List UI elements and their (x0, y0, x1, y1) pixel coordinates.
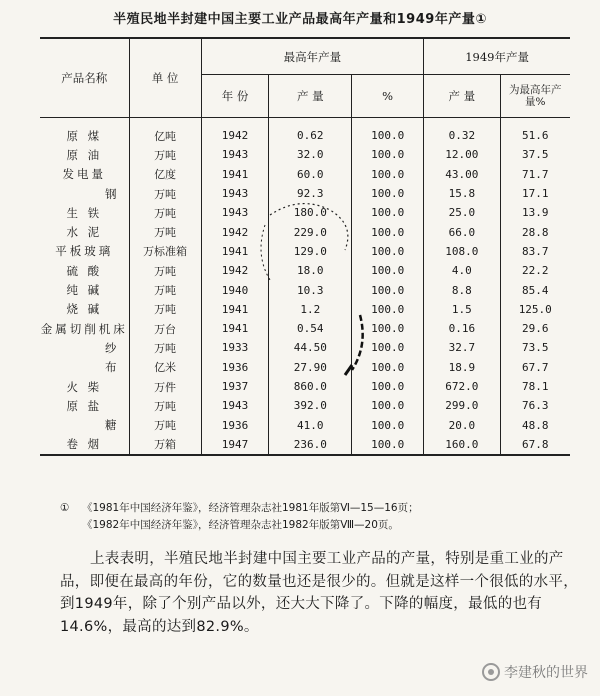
ratio-1949-cell: 83.7 (500, 242, 570, 261)
peak-output-cell: 27.90 (269, 358, 352, 377)
ratio-1949-cell: 73.5 (500, 338, 570, 357)
ratio-1949-cell: 51.6 (500, 118, 570, 146)
peak-year-cell: 1941 (201, 242, 269, 261)
ratio-1949-cell: 76.3 (500, 396, 570, 415)
table-row (40, 222, 570, 241)
wechat-icon (482, 663, 500, 681)
peak-output-cell: 92.3 (269, 184, 352, 203)
product-name-cell: 发电量 (62, 167, 107, 182)
output-1949-cell: 20.0 (424, 415, 500, 434)
peak-year-cell: 1942 (201, 261, 269, 280)
output-1949-cell: 299.0 (424, 396, 500, 415)
footnotes (60, 500, 580, 534)
peak-percent-cell: 100.0 (352, 396, 424, 415)
peak-percent-cell: 100.0 (352, 435, 424, 455)
table-row (40, 203, 570, 222)
ratio-1949-cell: 37.5 (500, 145, 570, 164)
peak-percent-cell: 100.0 (352, 165, 424, 184)
table-row (40, 145, 570, 164)
unit-cell: 万吨 (129, 415, 201, 434)
unit-cell: 万吨 (129, 396, 201, 415)
product-name-cell: 水 泥 (66, 225, 103, 240)
peak-percent-cell: 100.0 (352, 261, 424, 280)
peak-percent-cell: 100.0 (352, 203, 424, 222)
ratio-1949-cell: 13.9 (500, 203, 570, 222)
peak-year-cell: 1933 (201, 338, 269, 357)
table-row (40, 415, 570, 434)
product-name-cell: 纱 (105, 340, 120, 355)
product-name-cell: 原 油 (66, 147, 103, 162)
body-paragraph: 上表表明，半殖民地半封建中国主要工业产品的产量，特别是重工业的产品，即便在最高的年份，它的数量也还是很少的。但就是这样一个很低的水平，到1949年，除了个别产品以外，还大大下降了。下降的幅度，最低的也有14.6%，最高的达到82.9%。 (60, 551, 578, 635)
unit-cell: 万吨 (129, 300, 201, 319)
table-row (40, 261, 570, 280)
product-name-cell: 烧 碱 (66, 302, 103, 317)
peak-percent-cell: 100.0 (352, 415, 424, 434)
ratio-1949-cell: 17.1 (500, 184, 570, 203)
unit-cell: 万标准箱 (129, 242, 201, 261)
peak-percent-cell: 100.0 (352, 118, 424, 146)
output-1949-cell: 160.0 (424, 435, 500, 455)
unit-cell: 万吨 (129, 338, 201, 357)
product-name-cell: 硫 酸 (66, 263, 103, 278)
ratio-1949-cell: 67.7 (500, 358, 570, 377)
peak-percent-cell: 100.0 (352, 280, 424, 299)
peak-year-cell: 1942 (201, 222, 269, 241)
ratio-1949-cell: 67.8 (500, 435, 570, 455)
peak-year-cell: 1936 (201, 358, 269, 377)
watermark-text: 李建秋的世界 (504, 665, 588, 681)
peak-output-cell: 18.0 (269, 261, 352, 280)
peak-output-cell: 180.0 (269, 203, 352, 222)
product-name-cell: 原 煤 (66, 128, 103, 143)
output-1949-cell: 4.0 (424, 261, 500, 280)
peak-year-cell: 1940 (201, 280, 269, 299)
table-row (40, 377, 570, 396)
footnote-line-1: 《1981年中国经济年鉴》，经济管理杂志社1981年版第Ⅵ—15—16页； (82, 502, 419, 514)
peak-year-cell: 1943 (201, 203, 269, 222)
table-row (40, 280, 570, 299)
table-title: 半殖民地半封建中国主要工业产品最高年产量和1949年产量① (113, 12, 487, 27)
output-1949-cell: 43.00 (424, 165, 500, 184)
peak-year-cell: 1941 (201, 165, 269, 184)
product-name-cell: 钢 (105, 186, 120, 201)
header-product: 产品名称 (40, 38, 129, 118)
peak-year-cell: 1943 (201, 396, 269, 415)
product-name-cell: 火 柴 (66, 379, 103, 394)
output-1949-cell: 18.9 (424, 358, 500, 377)
unit-cell: 万台 (129, 319, 201, 338)
peak-year-cell: 1943 (201, 184, 269, 203)
header-1949-group: 1949年产量 (424, 38, 570, 75)
peak-year-cell: 1943 (201, 145, 269, 164)
table-row (40, 338, 570, 357)
output-1949-cell: 8.8 (424, 280, 500, 299)
peak-output-cell: 236.0 (269, 435, 352, 455)
peak-year-cell: 1942 (201, 118, 269, 146)
output-1949-cell: 108.0 (424, 242, 500, 261)
table-row (40, 435, 570, 455)
peak-year-cell: 1947 (201, 435, 269, 455)
product-name-cell: 金属切削机床 (40, 321, 128, 336)
output-1949-cell: 66.0 (424, 222, 500, 241)
ratio-1949-cell: 85.4 (500, 280, 570, 299)
unit-cell: 亿米 (129, 358, 201, 377)
header-output: 产 量 (269, 75, 352, 118)
unit-cell: 亿吨 (129, 118, 201, 146)
peak-year-cell: 1941 (201, 300, 269, 319)
ratio-1949-cell: 78.1 (500, 377, 570, 396)
peak-percent-cell: 100.0 (352, 222, 424, 241)
peak-year-cell: 1937 (201, 377, 269, 396)
unit-cell: 万吨 (129, 203, 201, 222)
footnote-marker: ① (60, 502, 70, 514)
table-row (40, 165, 570, 184)
table-row (40, 396, 570, 415)
header-percent: % (352, 75, 424, 118)
peak-percent-cell: 100.0 (352, 145, 424, 164)
output-1949-cell: 32.7 (424, 338, 500, 357)
peak-output-cell: 1.2 (269, 300, 352, 319)
peak-output-cell: 44.50 (269, 338, 352, 357)
header-peak-group: 最高年产量 (201, 38, 424, 75)
product-name-cell: 生 铁 (66, 205, 103, 220)
product-name-cell: 卷 烟 (40, 435, 129, 455)
output-1949-cell: 12.00 (424, 145, 500, 164)
peak-percent-cell: 100.0 (352, 184, 424, 203)
header-output-1949: 产 量 (424, 75, 500, 118)
peak-percent-cell: 100.0 (352, 358, 424, 377)
header-year: 年 份 (201, 75, 269, 118)
peak-output-cell: 32.0 (269, 145, 352, 164)
output-1949-cell: 15.8 (424, 184, 500, 203)
output-1949-cell: 0.32 (424, 118, 500, 146)
peak-output-cell: 129.0 (269, 242, 352, 261)
ratio-1949-cell: 71.7 (500, 165, 570, 184)
ratio-1949-cell: 125.0 (500, 300, 570, 319)
peak-output-cell: 41.0 (269, 415, 352, 434)
footnote-line-2: 《1982年中国经济年鉴》，经济管理杂志社1982年版第Ⅷ—20页。 (82, 519, 399, 531)
peak-year-cell: 1941 (201, 319, 269, 338)
peak-output-cell: 0.62 (269, 118, 352, 146)
peak-percent-cell: 100.0 (352, 377, 424, 396)
product-name-cell: 平板玻璃 (55, 244, 114, 259)
table-row (40, 358, 570, 377)
peak-output-cell: 0.54 (269, 319, 352, 338)
ratio-1949-cell: 48.8 (500, 415, 570, 434)
header-unit: 单 位 (129, 38, 201, 118)
peak-output-cell: 229.0 (269, 222, 352, 241)
production-table (40, 37, 570, 456)
product-name-cell: 布 (105, 360, 120, 375)
watermark (482, 662, 588, 682)
product-name-cell: 糖 (105, 418, 120, 433)
output-1949-cell: 672.0 (424, 377, 500, 396)
peak-percent-cell: 100.0 (352, 242, 424, 261)
table-row (40, 300, 570, 319)
ratio-1949-cell: 22.2 (500, 261, 570, 280)
ratio-1949-cell: 28.8 (500, 222, 570, 241)
table-row (40, 184, 570, 203)
peak-output-cell: 10.3 (269, 280, 352, 299)
unit-cell: 万吨 (129, 280, 201, 299)
peak-year-cell: 1936 (201, 415, 269, 434)
peak-output-cell: 392.0 (269, 396, 352, 415)
unit-cell: 万吨 (129, 145, 201, 164)
output-1949-cell: 0.16 (424, 319, 500, 338)
unit-cell: 万吨 (129, 261, 201, 280)
header-ratio-1949: 为最高年产量% (500, 75, 570, 118)
unit-cell: 亿度 (129, 165, 201, 184)
unit-cell: 万吨 (129, 184, 201, 203)
table-row (40, 242, 570, 261)
peak-percent-cell: 100.0 (352, 319, 424, 338)
table-row (40, 118, 570, 146)
table-row (40, 319, 570, 338)
unit-cell: 万件 (129, 377, 201, 396)
output-1949-cell: 25.0 (424, 203, 500, 222)
peak-output-cell: 60.0 (269, 165, 352, 184)
peak-percent-cell: 100.0 (352, 300, 424, 319)
product-name-cell: 原 盐 (66, 398, 103, 413)
product-name-cell: 纯 碱 (66, 283, 103, 298)
peak-output-cell: 860.0 (269, 377, 352, 396)
unit-cell: 万箱 (129, 435, 201, 455)
output-1949-cell: 1.5 (424, 300, 500, 319)
peak-percent-cell: 100.0 (352, 338, 424, 357)
ratio-1949-cell: 29.6 (500, 319, 570, 338)
unit-cell: 万吨 (129, 222, 201, 241)
